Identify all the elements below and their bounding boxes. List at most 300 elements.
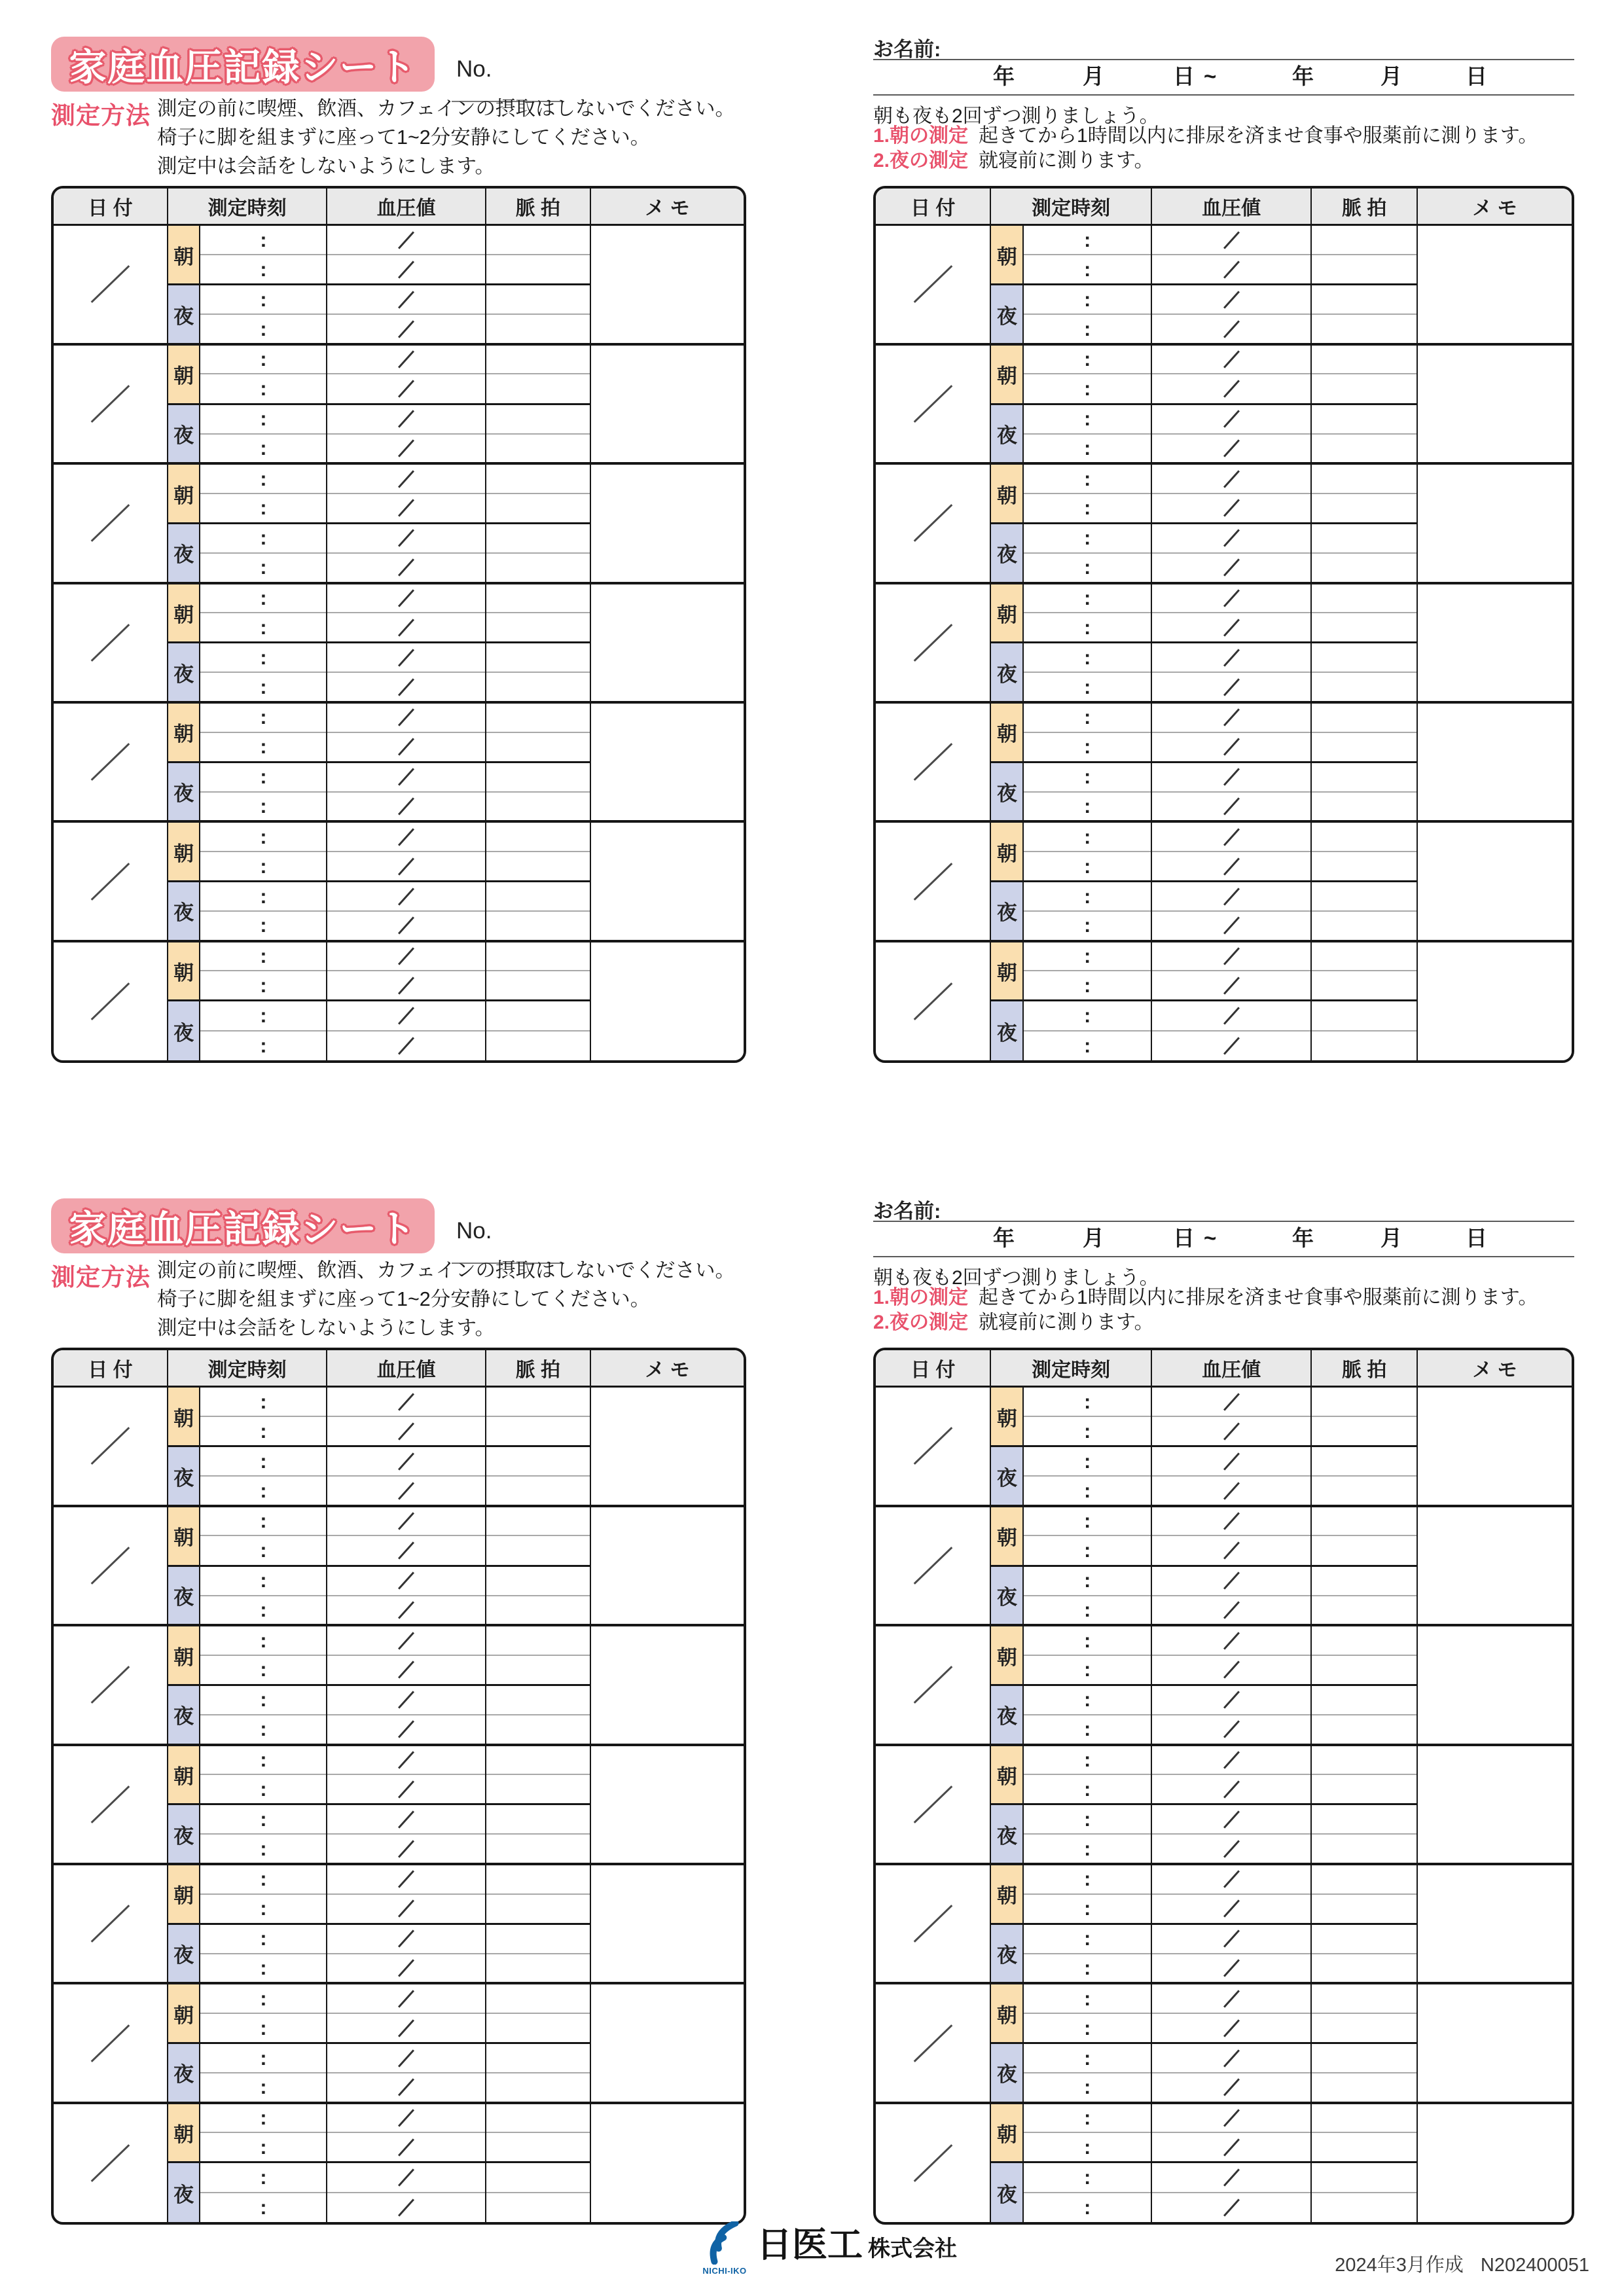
- bp-entry-cell: [327, 255, 485, 285]
- time-entry-cell: [200, 1983, 327, 2013]
- date-slash-mark: [913, 624, 952, 662]
- bp-slash-mark: [1223, 1007, 1240, 1024]
- bp-slash-mark: [1223, 260, 1240, 278]
- bp-entry-cell: [327, 1031, 485, 1061]
- memo-cell: [1417, 463, 1572, 583]
- time-colon: :: [260, 1419, 267, 1443]
- memo-cell: [590, 225, 744, 344]
- pulse-entry-cell: [486, 2043, 590, 2073]
- note-intro: 朝も夜も2回ずつ測りましょう。: [873, 105, 1159, 127]
- bp-slash-mark: [1223, 1780, 1240, 1798]
- bp-slash-mark: [1223, 1393, 1240, 1410]
- measurement-row: [876, 583, 1572, 613]
- pulse-entry-cell: [1311, 1804, 1417, 1835]
- bp-slash-mark: [398, 470, 414, 488]
- record-table-right: [873, 1348, 1574, 2225]
- night-period-label: 夜: [168, 882, 200, 941]
- time-colon: :: [260, 556, 267, 579]
- time-entry-cell: [1023, 792, 1151, 822]
- bp-slash-mark: [398, 768, 414, 786]
- bp-entry-cell: [327, 1416, 485, 1446]
- bp-entry-cell: [1151, 1387, 1311, 1417]
- time-colon: :: [260, 1927, 267, 1950]
- bp-slash-mark: [398, 2019, 414, 2037]
- sheet-title-badge: [51, 37, 435, 92]
- morning-period-label: 朝: [168, 1864, 200, 1924]
- night-period-label: 夜: [990, 1804, 1023, 1864]
- blood-pressure-table: [876, 1350, 1572, 2222]
- method-line-3: 測定中は会話をしないようにします。: [157, 155, 496, 177]
- memo-cell: [1417, 1983, 1572, 2102]
- pulse-entry-cell: [486, 613, 590, 643]
- time-colon: :: [1083, 348, 1091, 371]
- measurement-row: [54, 821, 744, 852]
- bp-slash-mark: [398, 917, 414, 935]
- method-line-3: 測定中は会話をしないようにします。: [157, 1317, 496, 1339]
- memo-cell: [590, 583, 744, 702]
- bp-entry-cell: [1151, 1834, 1311, 1864]
- pulse-entry-cell: [486, 1387, 590, 1417]
- time-entry-cell: [1023, 702, 1151, 732]
- morning-period-label: 朝: [990, 583, 1023, 643]
- time-colon: :: [1083, 1539, 1091, 1562]
- time-entry-cell: [200, 762, 327, 792]
- time-colon: :: [260, 1748, 267, 1771]
- date-cell: [54, 1864, 168, 1983]
- memo-cell: [590, 344, 744, 463]
- time-colon: :: [1083, 1897, 1091, 1920]
- time-entry-cell: [200, 2073, 327, 2103]
- bp-entry-cell: [327, 1745, 485, 1775]
- measurement-row: [54, 1745, 744, 1775]
- time-entry-cell: [200, 1416, 327, 1446]
- morning-period-label: 朝: [168, 225, 200, 285]
- bp-entry-cell: [1151, 2162, 1311, 2193]
- night-period-label: 夜: [990, 1685, 1023, 1744]
- pulse-entry-cell: [486, 553, 590, 583]
- time-colon: :: [260, 973, 267, 997]
- date-slash-mark: [91, 1666, 130, 1704]
- bp-slash-mark: [1223, 1990, 1240, 2007]
- pulse-entry-cell: [486, 1535, 590, 1566]
- date-cell: [876, 1625, 990, 1744]
- date-slash-mark: [91, 1547, 130, 1585]
- time-colon: :: [260, 2016, 267, 2039]
- time-colon: :: [1083, 1390, 1091, 1413]
- bp-entry-cell: [1151, 225, 1311, 255]
- col-header-time: 測定時刻: [990, 188, 1151, 225]
- bp-entry-cell: [327, 852, 485, 882]
- date-slash-mark: [913, 266, 952, 304]
- sheet-title: 家庭血圧記録シート: [69, 1208, 417, 1250]
- bp-entry-cell: [1151, 792, 1311, 822]
- date-slash-mark: [91, 624, 130, 662]
- pulse-entry-cell: [1311, 1596, 1417, 1626]
- pulse-entry-cell: [486, 821, 590, 852]
- time-colon: :: [260, 914, 267, 937]
- night-period-label: 夜: [168, 523, 200, 583]
- time-entry-cell: [1023, 2132, 1151, 2162]
- start-year-label: 年: [993, 64, 1015, 88]
- date-cell: [54, 821, 168, 941]
- bp-entry-cell: [327, 1774, 485, 1804]
- measurement-row: [876, 1864, 1572, 1894]
- measurement-row: [876, 1387, 1572, 1417]
- time-colon: :: [1083, 317, 1091, 340]
- time-colon: :: [1083, 2075, 1091, 2099]
- bp-slash-mark: [398, 1780, 414, 1798]
- col-header-time: 測定時刻: [168, 1350, 327, 1387]
- night-period-label: 夜: [990, 404, 1023, 463]
- time-colon: :: [260, 675, 267, 698]
- time-entry-cell: [1023, 1745, 1151, 1775]
- pulse-entry-cell: [1311, 1001, 1417, 1031]
- pulse-entry-cell: [1311, 344, 1417, 374]
- range-tilde: ~: [1204, 64, 1217, 88]
- time-colon: :: [1083, 1986, 1091, 2010]
- pulse-entry-cell: [486, 1596, 590, 1626]
- pulse-entry-cell: [1311, 1685, 1417, 1715]
- time-colon: :: [260, 1628, 267, 1652]
- pulse-entry-cell: [1311, 314, 1417, 344]
- time-colon: :: [1083, 228, 1091, 251]
- bp-entry-cell: [327, 821, 485, 852]
- morning-period-label: 朝: [990, 821, 1023, 881]
- pulse-entry-cell: [1311, 1506, 1417, 1536]
- memo-cell: [1417, 941, 1572, 1060]
- bp-entry-cell: [327, 1983, 485, 2013]
- end-day-label: 日: [1466, 1226, 1487, 1250]
- bp-slash-mark: [398, 2079, 414, 2096]
- pulse-entry-cell: [486, 523, 590, 553]
- time-entry-cell: [200, 285, 327, 315]
- measurement-row: [876, 463, 1572, 493]
- time-colon: :: [1083, 615, 1091, 639]
- pulse-entry-cell: [1311, 821, 1417, 852]
- bp-entry-cell: [327, 1625, 485, 1655]
- measurement-row: [54, 941, 744, 971]
- pulse-entry-cell: [1311, 1954, 1417, 1984]
- morning-period-label: 朝: [168, 1625, 200, 1685]
- time-colon: :: [260, 1688, 267, 1712]
- note-night-label: 2.夜の測定: [873, 1312, 969, 1333]
- time-entry-cell: [1023, 2103, 1151, 2133]
- bp-slash-mark: [1223, 1422, 1240, 1440]
- time-entry-cell: [200, 404, 327, 434]
- col-header-memo: メ モ: [590, 188, 744, 225]
- record-sheet: [0, 1181, 1624, 2245]
- time-colon: :: [260, 735, 267, 759]
- date-slash-mark: [91, 1905, 130, 1943]
- pulse-entry-cell: [486, 941, 590, 971]
- memo-cell: [1417, 1864, 1572, 1983]
- col-header-bp: 血圧値: [1151, 1350, 1311, 1387]
- col-header-date: 日 付: [54, 1350, 168, 1387]
- bp-slash-mark: [1223, 1751, 1240, 1768]
- time-entry-cell: [200, 1387, 327, 1417]
- time-colon: :: [1083, 2165, 1091, 2189]
- bp-entry-cell: [1151, 1924, 1311, 1954]
- measurement-row: [876, 702, 1572, 732]
- bp-slash-mark: [398, 1482, 414, 1499]
- bp-entry-cell: [1151, 1566, 1311, 1596]
- method-line-2: 椅子に脚を組まずに座って1~2分安静にしてください。: [157, 1288, 651, 1310]
- time-entry-cell: [1023, 404, 1151, 434]
- bp-entry-cell: [1151, 762, 1311, 792]
- time-entry-cell: [200, 2132, 327, 2162]
- time-entry-cell: [1023, 882, 1151, 912]
- note-morning: [873, 124, 1538, 148]
- time-entry-cell: [200, 1745, 327, 1775]
- col-header-pulse: 脈 拍: [486, 188, 590, 225]
- time-colon: :: [1083, 1956, 1091, 1980]
- time-entry-cell: [200, 1685, 327, 1715]
- time-colon: :: [260, 615, 267, 639]
- date-slash-mark: [91, 2144, 130, 2182]
- time-colon: :: [260, 2165, 267, 2189]
- bp-slash-mark: [398, 1751, 414, 1768]
- bp-entry-cell: [327, 2103, 485, 2133]
- time-entry-cell: [1023, 1625, 1151, 1655]
- date-cell: [54, 2103, 168, 2222]
- note-morning-label: 1.朝の測定: [873, 1287, 969, 1308]
- bp-slash-mark: [1223, 320, 1240, 338]
- morning-period-label: 朝: [990, 463, 1023, 523]
- bp-entry-cell: [1151, 523, 1311, 553]
- pulse-entry-cell: [486, 1745, 590, 1775]
- measurement-row: [876, 1983, 1572, 2013]
- measurement-row: [54, 344, 744, 374]
- time-colon: :: [1083, 944, 1091, 968]
- bp-entry-cell: [1151, 434, 1311, 464]
- bp-slash-mark: [1223, 1541, 1240, 1559]
- method-heading: 測定方法: [51, 102, 151, 129]
- morning-period-label: 朝: [990, 1387, 1023, 1446]
- measurement-row: [876, 225, 1572, 255]
- time-colon: :: [1083, 795, 1091, 818]
- time-entry-cell: [200, 1625, 327, 1655]
- time-entry-cell: [200, 583, 327, 613]
- pulse-entry-cell: [486, 1983, 590, 2013]
- pulse-entry-cell: [1311, 1834, 1417, 1864]
- time-entry-cell: [1023, 1804, 1151, 1835]
- bp-slash-mark: [398, 709, 414, 726]
- night-period-label: 夜: [990, 523, 1023, 583]
- bp-entry-cell: [327, 762, 485, 792]
- bp-slash-mark: [398, 439, 414, 457]
- col-header-date: 日 付: [876, 188, 990, 225]
- time-entry-cell: [200, 1031, 327, 1061]
- date-cell: [876, 583, 990, 702]
- col-header-memo: メ モ: [1417, 188, 1572, 225]
- bp-entry-cell: [327, 911, 485, 941]
- pulse-entry-cell: [486, 1446, 590, 1477]
- pulse-entry-cell: [486, 285, 590, 315]
- bp-slash-mark: [398, 1632, 414, 1649]
- bp-entry-cell: [1151, 732, 1311, 762]
- night-period-label: 夜: [168, 1001, 200, 1060]
- time-entry-cell: [200, 2043, 327, 2073]
- bp-entry-cell: [327, 1834, 485, 1864]
- pulse-entry-cell: [486, 2162, 590, 2193]
- bp-entry-cell: [1151, 1535, 1311, 1566]
- col-header-pulse: 脈 拍: [1311, 188, 1417, 225]
- time-entry-cell: [200, 613, 327, 643]
- measurement-row: [876, 1745, 1572, 1775]
- time-colon: :: [260, 1390, 267, 1413]
- time-entry-cell: [200, 1506, 327, 1536]
- bp-slash-mark: [1223, 888, 1240, 905]
- bp-entry-cell: [327, 1001, 485, 1031]
- memo-cell: [590, 463, 744, 583]
- bp-entry-cell: [1151, 1774, 1311, 1804]
- measurement-row: [54, 225, 744, 255]
- pulse-entry-cell: [486, 732, 590, 762]
- date-cell: [876, 941, 990, 1060]
- time-entry-cell: [200, 1774, 327, 1804]
- bp-entry-cell: [1151, 911, 1311, 941]
- date-slash-mark: [91, 863, 130, 901]
- measurement-row: [54, 1387, 744, 1417]
- bp-slash-mark: [398, 380, 414, 397]
- time-colon: :: [1083, 1628, 1091, 1652]
- time-colon: :: [1083, 586, 1091, 609]
- bp-slash-mark: [1223, 768, 1240, 786]
- time-entry-cell: [1023, 1834, 1151, 1864]
- method-heading: 測定方法: [51, 1264, 151, 1291]
- bp-entry-cell: [1151, 2193, 1311, 2223]
- bp-entry-cell: [1151, 2013, 1311, 2043]
- time-entry-cell: [1023, 523, 1151, 553]
- time-colon: :: [1083, 1419, 1091, 1443]
- bp-slash-mark: [398, 2168, 414, 2186]
- col-header-date: 日 付: [54, 188, 168, 225]
- measurement-row: [54, 1625, 744, 1655]
- time-colon: :: [260, 825, 267, 848]
- time-entry-cell: [200, 821, 327, 852]
- night-period-label: 夜: [168, 285, 200, 344]
- memo-cell: [590, 1506, 744, 1625]
- time-entry-cell: [200, 702, 327, 732]
- pulse-entry-cell: [1311, 225, 1417, 255]
- pulse-entry-cell: [1311, 1416, 1417, 1446]
- pulse-entry-cell: [486, 344, 590, 374]
- bp-slash-mark: [398, 1541, 414, 1559]
- bp-slash-mark: [398, 1452, 414, 1470]
- time-entry-cell: [1023, 1476, 1151, 1506]
- col-header-date: 日 付: [876, 1350, 990, 1387]
- time-entry-cell: [1023, 225, 1151, 255]
- bp-entry-cell: [327, 523, 485, 553]
- bp-slash-mark: [1223, 1871, 1240, 1888]
- date-slash-mark: [913, 863, 952, 901]
- night-period-label: 夜: [990, 1001, 1023, 1060]
- no-label: No.: [456, 1218, 492, 1244]
- night-period-label: 夜: [990, 643, 1023, 702]
- pulse-entry-cell: [486, 1416, 590, 1446]
- date-cell: [54, 583, 168, 702]
- bp-entry-cell: [327, 463, 485, 493]
- bp-entry-cell: [327, 1446, 485, 1477]
- bp-slash-mark: [1223, 1721, 1240, 1738]
- time-entry-cell: [1023, 255, 1151, 285]
- time-entry-cell: [1023, 1446, 1151, 1477]
- bp-slash-mark: [1223, 1959, 1240, 1977]
- bp-slash-mark: [1223, 2168, 1240, 2186]
- pulse-entry-cell: [1311, 463, 1417, 493]
- bp-slash-mark: [1223, 2079, 1240, 2096]
- night-period-label: 夜: [168, 2043, 200, 2103]
- time-entry-cell: [1023, 1894, 1151, 1924]
- pulse-entry-cell: [1311, 1655, 1417, 1685]
- date-slash-mark: [913, 743, 952, 781]
- time-entry-cell: [200, 1804, 327, 1835]
- time-colon: :: [1083, 854, 1091, 878]
- col-header-time: 測定時刻: [990, 1350, 1151, 1387]
- pulse-entry-cell: [486, 1476, 590, 1506]
- memo-cell: [1417, 225, 1572, 344]
- time-entry-cell: [1023, 2162, 1151, 2193]
- bp-entry-cell: [1151, 2073, 1311, 2103]
- morning-period-label: 朝: [168, 463, 200, 523]
- pulse-entry-cell: [1311, 255, 1417, 285]
- time-colon: :: [1083, 2046, 1091, 2070]
- start-day-label: 日: [1173, 64, 1195, 88]
- time-colon: :: [260, 1449, 267, 1473]
- time-colon: :: [1083, 467, 1091, 490]
- bp-slash-mark: [1223, 2198, 1240, 2216]
- time-entry-cell: [200, 1834, 327, 1864]
- night-period-label: 夜: [168, 762, 200, 821]
- end-month-label: 月: [1380, 1226, 1402, 1250]
- time-entry-cell: [1023, 911, 1151, 941]
- time-entry-cell: [200, 553, 327, 583]
- pulse-entry-cell: [1311, 434, 1417, 464]
- time-entry-cell: [200, 1954, 327, 1984]
- time-colon: :: [1083, 556, 1091, 579]
- time-entry-cell: [200, 374, 327, 404]
- date-slash-mark: [913, 1785, 952, 1823]
- time-colon: :: [1083, 1688, 1091, 1712]
- bp-slash-mark: [398, 1661, 414, 1679]
- pulse-entry-cell: [486, 1655, 590, 1685]
- bp-slash-mark: [1223, 589, 1240, 607]
- memo-cell: [1417, 821, 1572, 941]
- footer-edition-code: [1335, 2250, 1589, 2277]
- time-entry-cell: [200, 2193, 327, 2223]
- measurement-row: [54, 2103, 744, 2133]
- bp-entry-cell: [1151, 553, 1311, 583]
- pulse-entry-cell: [1311, 285, 1417, 315]
- time-entry-cell: [1023, 1954, 1151, 1984]
- bp-entry-cell: [327, 1715, 485, 1745]
- bp-slash-mark: [1223, 738, 1240, 756]
- pulse-entry-cell: [1311, 1864, 1417, 1894]
- time-colon: :: [260, 526, 267, 550]
- bp-slash-mark: [398, 559, 414, 577]
- pulse-entry-cell: [1311, 404, 1417, 434]
- pulse-entry-cell: [1311, 2193, 1417, 2223]
- pulse-entry-cell: [1311, 523, 1417, 553]
- time-colon: :: [1083, 1598, 1091, 1621]
- time-entry-cell: [200, 493, 327, 524]
- bp-slash-mark: [1223, 2109, 1240, 2126]
- bp-slash-mark: [1223, 1513, 1240, 1530]
- time-entry-cell: [200, 911, 327, 941]
- bp-slash-mark: [398, 797, 414, 815]
- morning-period-label: 朝: [168, 2103, 200, 2162]
- bp-slash-mark: [398, 1007, 414, 1024]
